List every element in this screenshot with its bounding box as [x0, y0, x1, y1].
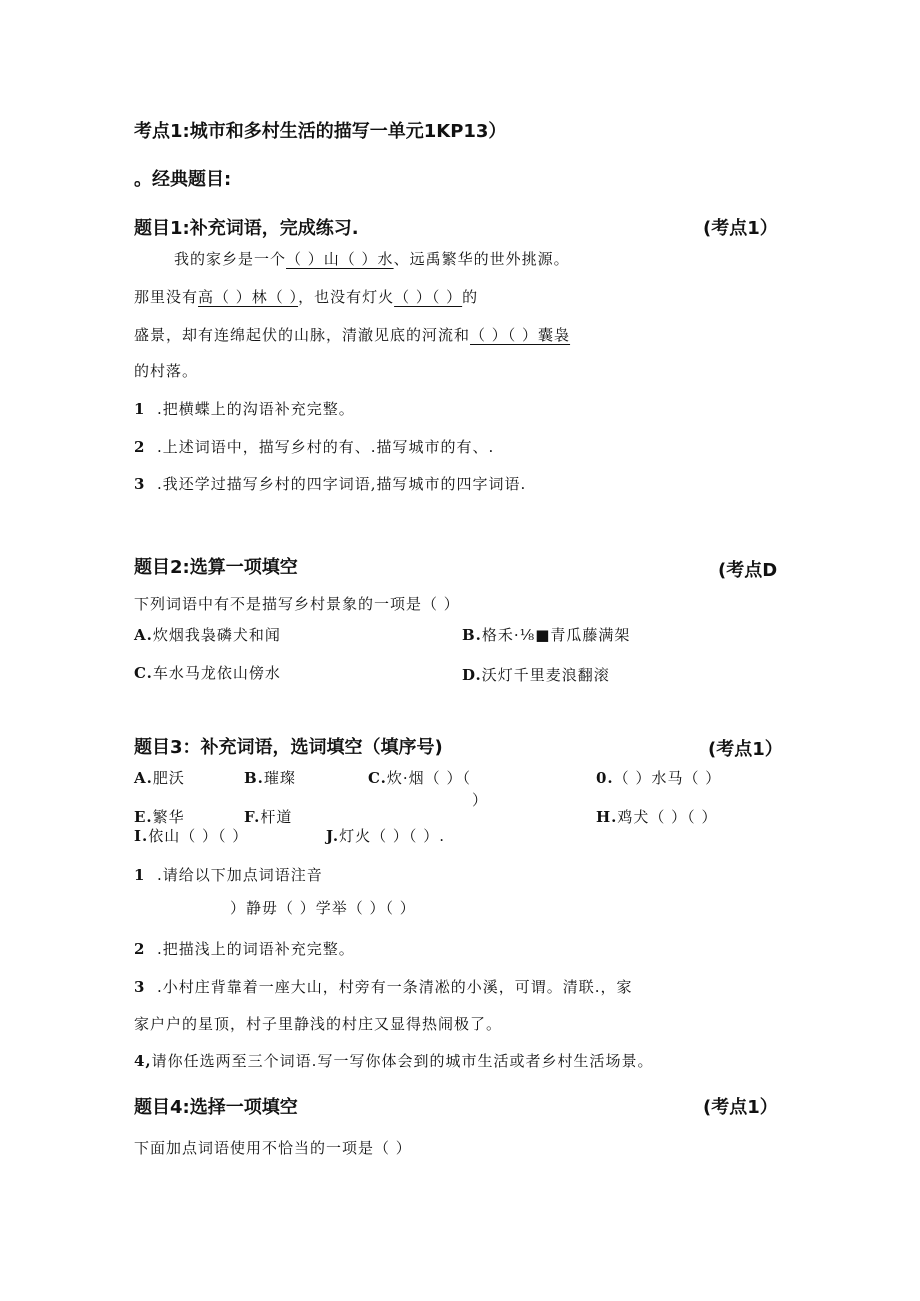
q4-exam-tag: (考点1）: [703, 1097, 778, 1118]
q3-sub4-text: 请你任选两至三个词语.写一写你体会到的城市生活或者乡村生活场景。: [151, 1052, 654, 1070]
q1-sub3-num: 3: [134, 475, 146, 493]
q3-sub3-text: .小村庄背靠着一座大山，村旁有一条清凇的小溪，可谓。清联.，家: [156, 978, 633, 996]
q3-optH-text: 鸡犬（ ）（ ）: [617, 808, 718, 826]
q2-title: 题目2:选算一项填空: [134, 557, 298, 578]
q3-sub-3: [134, 976, 633, 997]
q1-sub-1: [134, 398, 355, 419]
q3-sub2-text: .把描浅上的词语补充完整。: [156, 940, 355, 958]
q1-title: 题目1:补充词语，完成练习.: [134, 218, 359, 239]
q1-sub3-text: .我还学过描写乡村的四字词语,描写城市的四字词语.: [156, 475, 527, 493]
q3-optA-label: A.: [134, 769, 153, 787]
q3-sub-4: [134, 1050, 653, 1071]
q3-sub1-num: 1: [134, 866, 146, 884]
q3-optC-text: 炊·烟（ ）（: [386, 769, 471, 787]
q1-exam-tag: (考点1）: [703, 218, 778, 239]
q1-line2-blanks-2: （ ）（ ）: [394, 288, 463, 306]
q3-option-b: [244, 767, 296, 788]
q2-optB-label: B.: [462, 626, 482, 644]
q2-optD-label: D.: [462, 666, 482, 684]
q1-line1-text: 我的家乡是一个: [174, 250, 287, 268]
q3-sub3-num: 3: [134, 978, 146, 996]
q3-option-e: [134, 806, 185, 827]
q4-stem: 下面加点词语使用不恰当的一项是（ ）: [134, 1139, 412, 1157]
q3-option-i: [134, 825, 248, 846]
q1-passage-line-3: [134, 324, 570, 345]
q3-title: 题目3：补充词语，选词填空（填序号): [134, 737, 443, 758]
q2-option-a: [134, 624, 281, 645]
q3-option-f: [244, 806, 292, 827]
q1-passage-line-1: [174, 248, 570, 269]
q1-line3-blanks: （ ）（ ）囊袅: [470, 326, 571, 344]
q3-option-c-wrap: ）: [472, 791, 489, 809]
q2-option-c: [134, 662, 281, 683]
q3-optC-label: C.: [368, 769, 387, 787]
q3-optJ-text: 灯火（ ）（ ）.: [339, 827, 445, 845]
q3-optF-label: F.: [244, 808, 261, 826]
q3-optO-text: （ ）水马（ ）: [613, 769, 722, 787]
exam-point-title: 考点1:城市和多村生活的描写一单元1KP13）: [134, 121, 507, 142]
q3-sub1-text: .请给以下加点词语注音: [156, 866, 323, 884]
q3-sub-2: [134, 938, 355, 959]
q3-optO-label: 0.: [596, 769, 614, 787]
q2-optB-text: 格禾·⅛■青瓜藤满架: [481, 626, 631, 644]
q3-optF-text: 杆道: [260, 808, 293, 826]
q3-option-h: [596, 806, 717, 827]
q3-optE-label: E.: [134, 808, 153, 826]
q1-sub2-text: .上述词语中，描写乡村的有、.描写城市的有、.: [156, 438, 495, 456]
q3-option-a: [134, 767, 185, 788]
q1-line1-tail: 、远禹繁华的世外挑源。: [393, 250, 570, 268]
q2-optD-text: 沃灯千里麦浪翻滚: [481, 666, 610, 684]
q1-line2-blanks: 高（ ）林（ ）: [198, 288, 299, 306]
q2-stem: 下列词语中有不是描写乡村景象的一项是（ ）: [134, 595, 460, 613]
q3-option-o: [596, 767, 721, 788]
q1-passage-line-4: 的村落。: [134, 362, 199, 380]
q1-sub1-num: 1: [134, 400, 146, 418]
q3-option-c: [368, 767, 471, 788]
q3-sub-1: [134, 864, 323, 885]
q3-sub2-num: 2: [134, 940, 146, 958]
q1-line2-tail: 的: [462, 288, 479, 306]
q1-sub-3: [134, 473, 526, 494]
q3-sub-3-cont: 家户户的星顶，村子里静浅的村庄又显得热闹极了。: [134, 1015, 503, 1033]
q3-pinyin-line: ）静毋（ ）学举（ ）（ ）: [230, 899, 416, 917]
q3-optA-text: 肥沃: [152, 769, 185, 787]
q1-sub2-num: 2: [134, 438, 146, 456]
q3-optE-text: 繁华: [152, 808, 185, 826]
q2-option-d: [462, 664, 610, 685]
q3-optB-text: 璀璨: [263, 769, 296, 787]
q1-line2-mid: ，也没有灯火: [298, 288, 395, 306]
section-title: 。经典题目:: [134, 169, 232, 190]
q1-line2-text: 那里没有: [134, 288, 199, 306]
q3-optB-label: B.: [244, 769, 264, 787]
q2-optC-label: C.: [134, 664, 153, 682]
q3-optJ-label: J.: [326, 827, 340, 845]
q2-optA-label: A.: [134, 626, 153, 644]
q3-optI-text: 依山（ ）（ ）: [148, 827, 249, 845]
q1-passage-line-2: [134, 286, 478, 307]
q3-exam-tag: (考点1）: [708, 739, 783, 760]
q3-option-j: [326, 825, 445, 846]
q1-sub-2: [134, 436, 494, 457]
q2-option-b: [462, 624, 630, 645]
q1-sub1-text: .把横蝶上的沟语补充完整。: [156, 400, 355, 418]
q2-optC-text: 车水马龙依山傍水: [152, 664, 281, 682]
q1-line1-blanks: （ ）山（ ）水: [286, 250, 394, 268]
q3-optI-label: I.: [134, 827, 149, 845]
q4-title: 题目4:选择一项填空: [134, 1097, 298, 1118]
q3-sub4-num: 4,: [134, 1052, 152, 1070]
q2-exam-tag: (考点D: [718, 560, 778, 581]
q3-optH-label: H.: [596, 808, 618, 826]
q1-line3-text: 盛景，却有连绵起伏的山脉，清澈见底的河流和: [134, 326, 471, 344]
q2-optA-text: 炊烟我袅磷犬和闻: [152, 626, 281, 644]
